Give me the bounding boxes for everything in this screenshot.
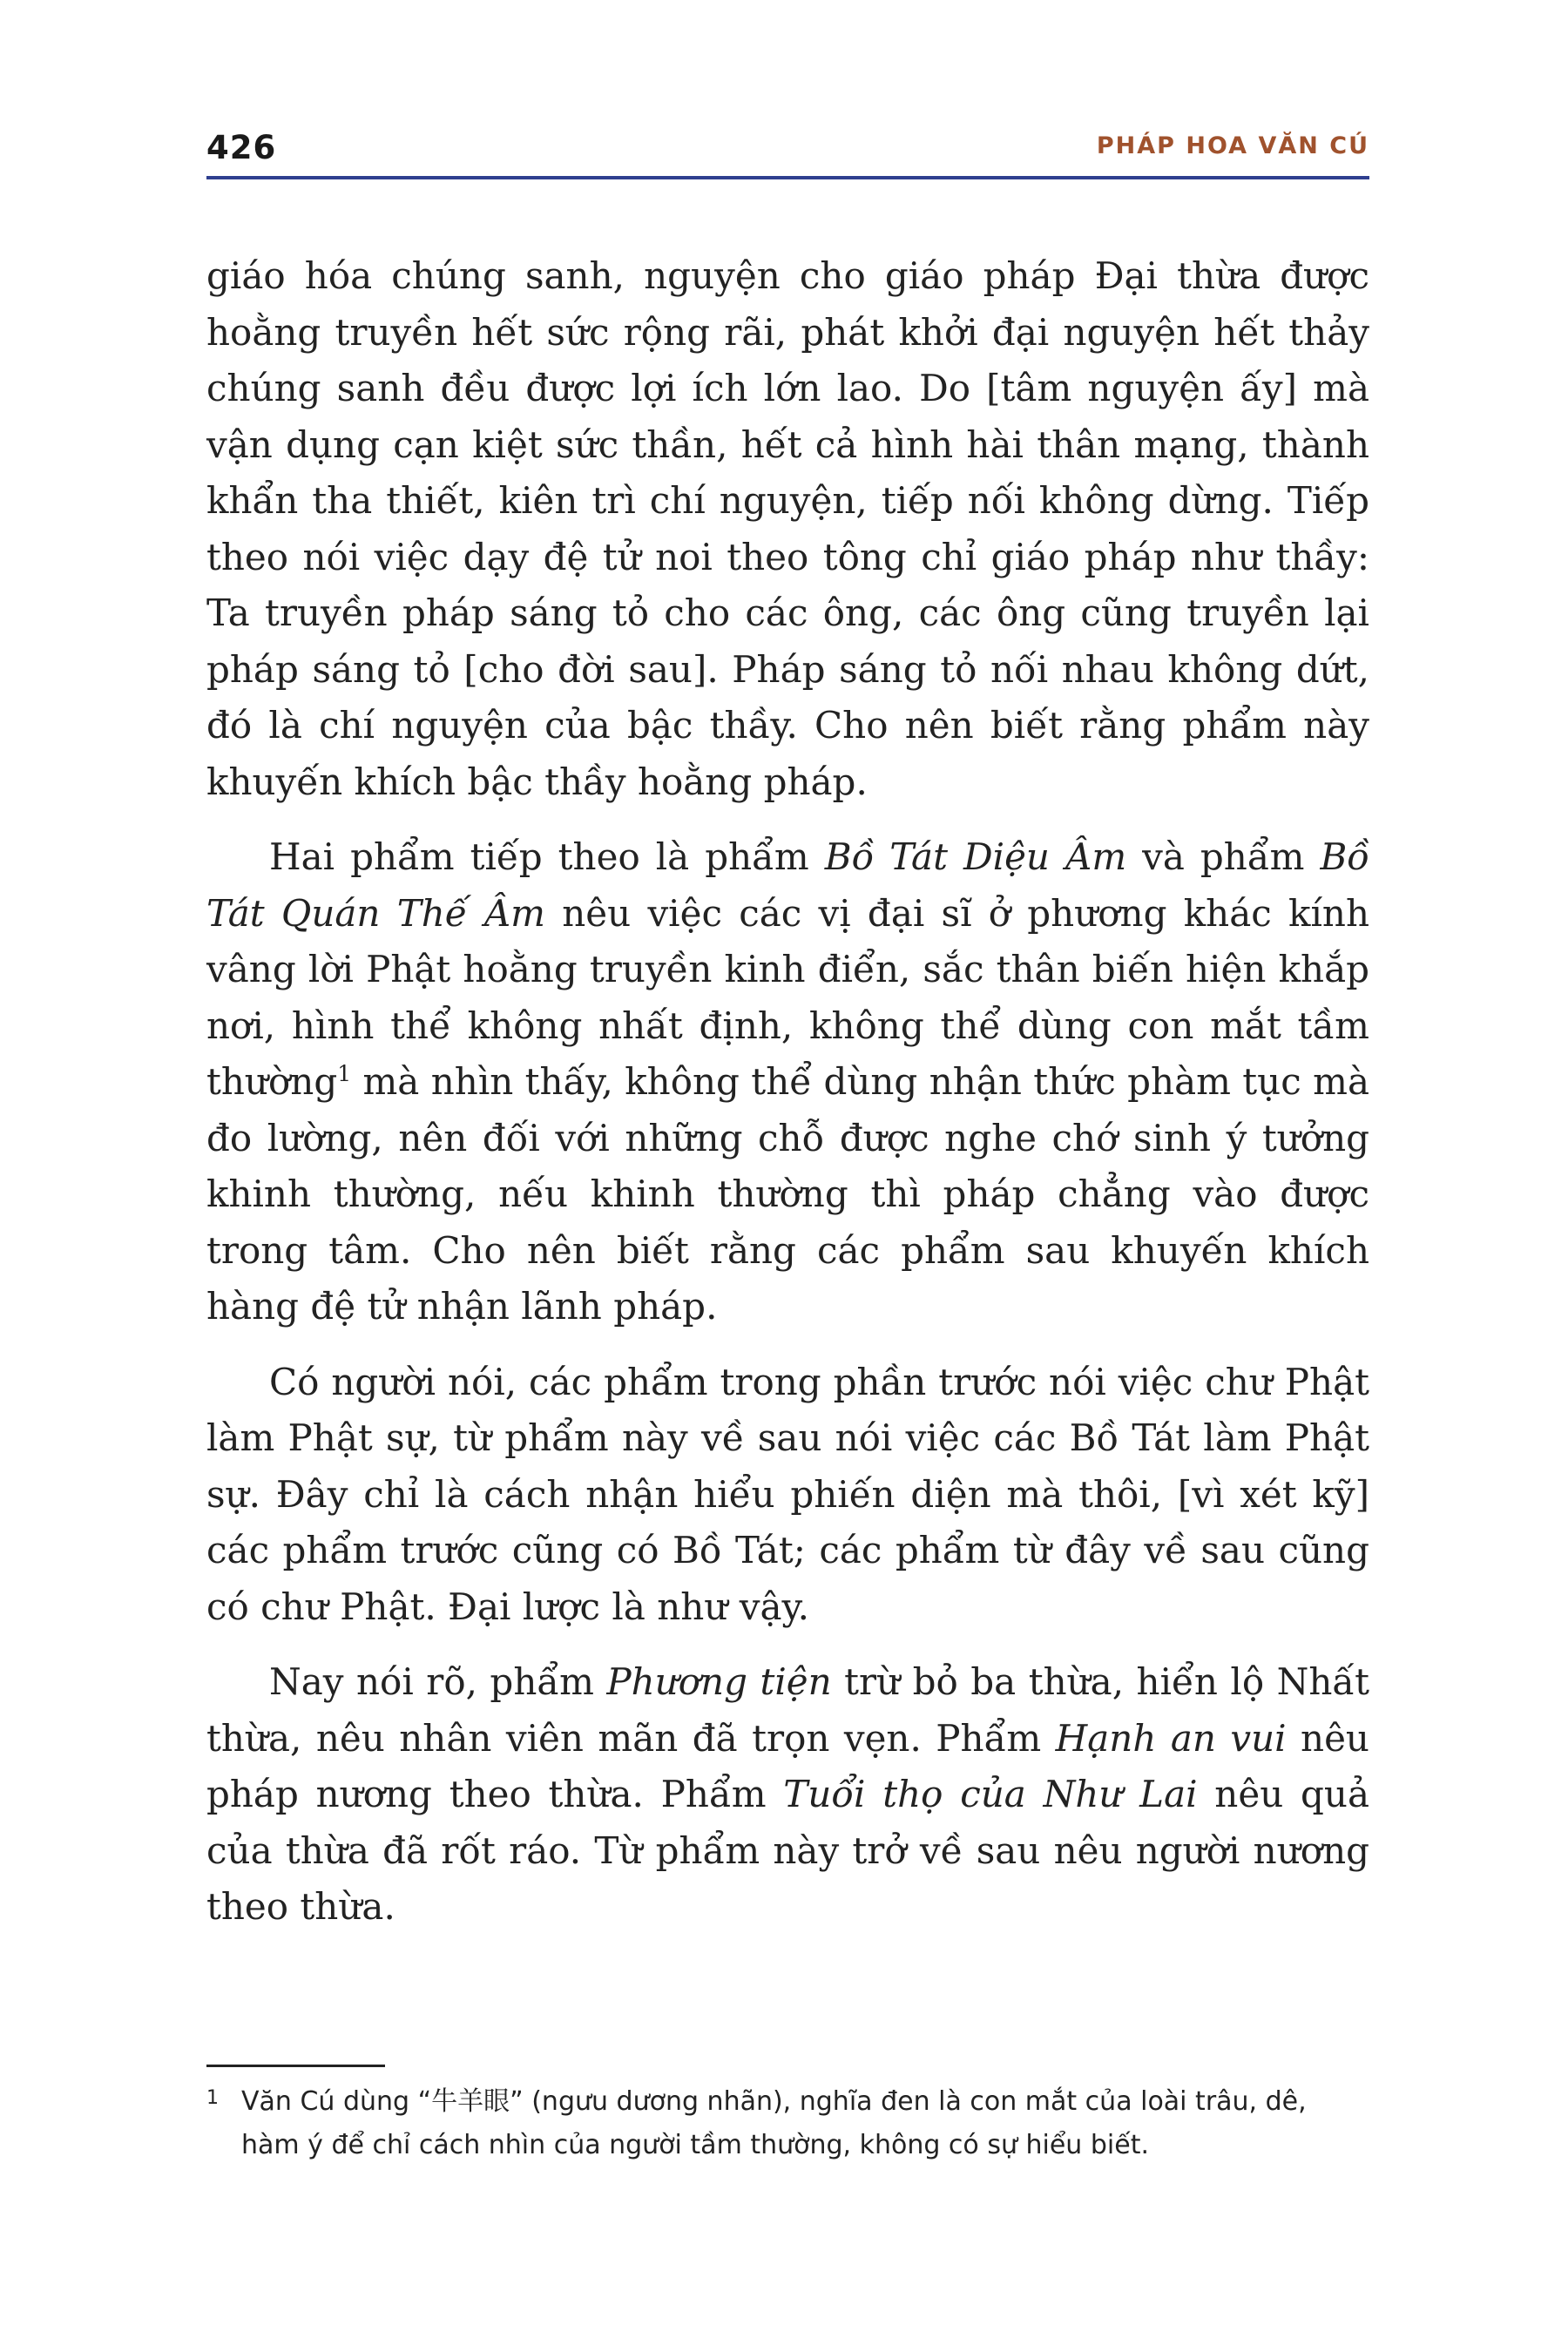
footnote-number: 1 [206, 2087, 219, 2109]
page-number: 426 [206, 129, 277, 166]
paragraph-2-text-3: nêu việc các vị đại sĩ ở phương khác kính vâng lời Phật hoằng truyền kinh điển, sắc thân biến hiện khắp nơi, hình thể không nhất định, không thể dùng con mắt tầm thường [206, 891, 1369, 1103]
footnote-reference[interactable]: 1 [337, 1061, 352, 1086]
paragraph-4-text-3: nêu pháp nương theo thừa. Phẩm [206, 1716, 1369, 1815]
paragraph-2-text-2: và phẩm [1126, 835, 1321, 878]
paragraph-4-text-1: Nay nói rõ, phẩm [269, 1660, 607, 1703]
page-header [206, 120, 1369, 174]
footnote-rule [206, 2065, 385, 2067]
paragraph-3: Có người nói, các phẩm trong phần trước nói việc chư Phật làm Phật sự, từ phẩm này về sau nói việc các Bồ Tát làm Phật sự. Đây chỉ là cách nhận hiểu phiến diện mà thôi, [vì xét kỹ] các phẩm trước cũng có Bồ Tát; các phẩm từ đây về sau cũng có chư Phật. Đại lược là như vậy. [206, 1360, 1369, 1628]
body-text [206, 248, 1369, 1955]
paragraph-2-text-1: Hai phẩm tiếp theo là phẩm [269, 835, 825, 878]
paragraph-2-text-4: mà nhìn thấy, không thể dùng nhận thức phàm tục mà đo lường, nên đối với những chỗ được nghe chớ sinh ý tưởng khinh thường, nếu khinh thường thì pháp chẳng vào được trong tâm. Cho nên biết rằng các phẩm sau khuyến khích hàng đệ tử nhận lãnh pháp. [206, 1060, 1369, 1328]
title-bo-tat-quan-the-am: Bồ Tát Quán Thế Âm [206, 835, 1369, 935]
title-hanh-an-vui: Hạnh an vui [1055, 1716, 1287, 1760]
title-phuong-tien: Phương tiện [606, 1660, 832, 1703]
paragraph-4 [206, 1654, 1369, 1936]
title-tuoi-tho-cua-nhu-lai: Tuổi thọ của Như Lai [783, 1773, 1198, 1815]
paragraph-2 [206, 829, 1369, 1335]
running-title: PHÁP HOA VĂN CÚ [1096, 132, 1369, 159]
footnote-text: Văn Cú dùng “牛羊眼” (ngưu dương nhãn), nghĩa đen là con mắt của loài trâu, dê, hàm ý để chỉ cách nhìn của người tầm thường, không có sự hiểu biết. [241, 2086, 1307, 2160]
paragraph-4-text-2: trừ bỏ ba thừa, hiển lộ Nhất thừa, nêu nhân viên mãn đã trọn vẹn. Phẩm [206, 1660, 1369, 1760]
paragraph-1: giáo hóa chúng sanh, nguyện cho giáo pháp Đại thừa được hoằng truyền hết sức rộng rãi, phát khởi đại nguyện hết thảy chúng sanh đều được lợi ích lớn lao. Do [tâm nguyện ấy] mà vận dụng cạn kiệt sức thần, hết cả hình hài thân mạng, thành khẩn tha thiết, kiên trì chí nguyện, tiếp nối không dừng. Tiếp theo nói việc dạy đệ tử noi theo tông chỉ giáo pháp như thầy: Ta truyền pháp sáng tỏ cho các ông, các ông cũng truyền lại pháp sáng tỏ [cho đời sau]. Pháp sáng tỏ nối nhau không dứt, đó là chí nguyện của bậc thầy. Cho nên biết rằng phẩm này khuyến khích bậc thầy hoằng pháp. [206, 254, 1369, 803]
paragraph-4-text-4: nêu quả của thừa đã rốt ráo. Từ phẩm này trở về sau nêu người nương theo thừa. [206, 1773, 1369, 1928]
title-bo-tat-dieu-am: Bồ Tát Diệu Âm [824, 835, 1127, 878]
footnote [206, 2080, 1369, 2167]
header-rule [206, 176, 1369, 179]
